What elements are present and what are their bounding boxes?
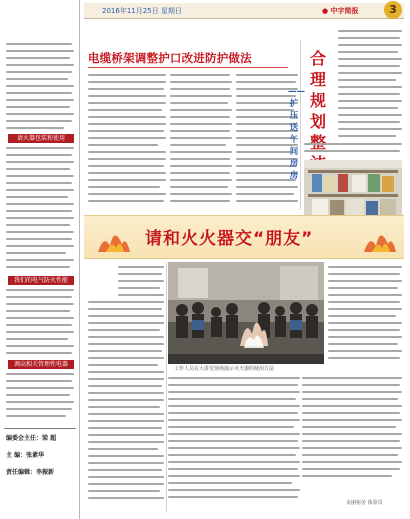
sidebar-heading-3: 调高相关管理性电器 (8, 360, 74, 369)
fire-drill-crowd-photo (168, 262, 324, 364)
headline-top: 电缆桥架调整护口改进防护做法 (88, 51, 252, 65)
page-number: 3 (384, 1, 402, 19)
headline-side: 合理规划 (309, 49, 326, 131)
issue-date: 2016年11月25日 星期日 (102, 7, 182, 15)
chief-editor: 编委会主任：梁 超 (6, 435, 57, 442)
left-sidebar (0, 0, 80, 519)
section-name: ● 中字简报 (322, 7, 359, 15)
crowd-photo-caption: 工作人员在大讲堂现场演示灭火器的使用方法 (174, 366, 275, 372)
headline-mid: 请和火火器交“朋友” (145, 229, 314, 249)
warehouse-shelf-photo (304, 160, 402, 220)
headline-side-subtitle: —— 扩压送午间房房 (288, 87, 305, 181)
page-header (84, 3, 404, 19)
sidebar-heading-2: 我们的电气防火性能 (8, 276, 74, 285)
sidebar-heading-1: 请火器包装和使用 (8, 134, 74, 143)
footer-right-caption: 美丽宿舍 体验员 (346, 500, 383, 506)
responsible-editor: 责任编辑：李振新 (6, 469, 55, 476)
editor: 主 编：张素华 (6, 452, 45, 459)
